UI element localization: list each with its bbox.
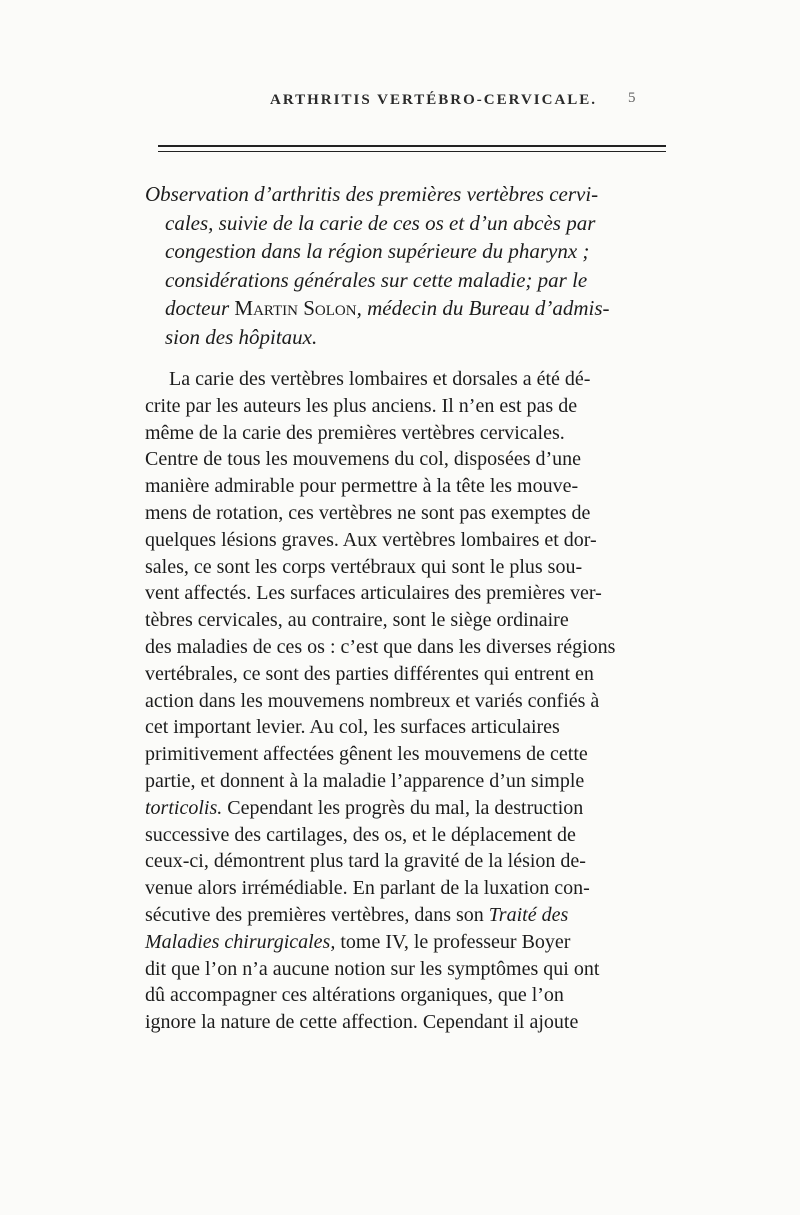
body-line: quelques lésions graves. Aux vertèbres lombaires et dor- (145, 528, 597, 551)
header-rule-thin (158, 151, 666, 152)
header-rule-thick (158, 145, 666, 147)
italic-term: torticolis. (145, 796, 223, 819)
body-line: tèbres cervicales, au contraire, sont le siège ordinaire (145, 609, 569, 632)
body-line: La carie des vertèbres lombaires et dorsales a été dé- (169, 368, 591, 390)
body-line (145, 929, 665, 956)
body-line: même de la carie des premières vertèbres cervicales. (145, 421, 565, 444)
body-line: venue alors irrémédiable. En parlant de la luxation con- (145, 877, 590, 900)
article-title (145, 180, 670, 351)
body-line: vertébrales, ce sont des parties différentes qui entrent en (145, 662, 594, 685)
title-prefix: docteur (165, 296, 230, 320)
author-name: Martin Solon (234, 296, 357, 320)
body-line: sales, ce sont les corps vertébraux qui sont le plus sou- (145, 555, 583, 578)
body-line: vent affectés. Les surfaces articulaires des premières ver- (145, 582, 602, 605)
body-line: mens de rotation, ces vertèbres ne sont pas exemptes de (145, 501, 591, 524)
title-line: Observation d’arthritis des premières vertèbres cervi- (145, 182, 599, 206)
title-line: cales, suivie de la carie de ces os et d’un abcès par (165, 210, 596, 235)
body-line: dû accompagner ces altérations organiques, que l’on (145, 984, 564, 1007)
body-line: cet important levier. Au col, les surfaces articulaires (145, 716, 560, 739)
body-paragraph (145, 366, 665, 1036)
body-line: action dans les mouvemens nombreux et variés confiés à (145, 689, 600, 712)
italic-book-title: Traité des (488, 903, 569, 926)
body-line: crite par les auteurs les plus anciens. Il n’en est pas de (145, 394, 578, 417)
body-line (145, 795, 665, 822)
running-head: ARTHRITIS VERTÉBRO-CERVICALE. (270, 92, 598, 108)
title-line (145, 294, 670, 323)
body-line-start: sécutive des premières vertèbres, dans son (145, 903, 489, 926)
italic-book-title: Maladies chirurgicales, (145, 930, 336, 953)
body-line: manière admirable pour permettre à la tête les mouve- (145, 475, 579, 498)
title-line: sion des hôpitaux. (165, 324, 318, 349)
body-line: ceux-ci, démontrent plus tard la gravité de la lésion de- (145, 850, 586, 873)
page-number: 5 (628, 90, 636, 106)
body-line-rest: tome IV, le professeur Boyer (335, 930, 571, 953)
title-line: congestion dans la région supérieure du pharynx ; (165, 239, 590, 263)
body-line: Centre de tous les mouvemens du col, disposées d’une (145, 448, 582, 471)
body-line: dit que l’on n’a aucune notion sur les symptômes qui ont (145, 957, 600, 980)
body-line (145, 902, 665, 929)
body-line: primitivement affectées gênent les mouvemens de cette (145, 743, 588, 766)
title-suffix: , médecin du Bureau d’admis- (356, 296, 610, 320)
title-line: considérations générales sur cette maladie; par le (165, 267, 588, 292)
body-line: des maladies de ces os : c’est que dans les diverses régions (145, 635, 616, 658)
body-line-rest: Cependant les progrès du mal, la destruction (222, 796, 584, 819)
body-line: successive des cartilages, des os, et le déplacement de (145, 823, 576, 846)
body-line: ignore la nature de cette affection. Cependant il ajoute (145, 1011, 579, 1034)
body-line: partie, et donnent à la maladie l’apparence d’un simple (145, 769, 585, 792)
